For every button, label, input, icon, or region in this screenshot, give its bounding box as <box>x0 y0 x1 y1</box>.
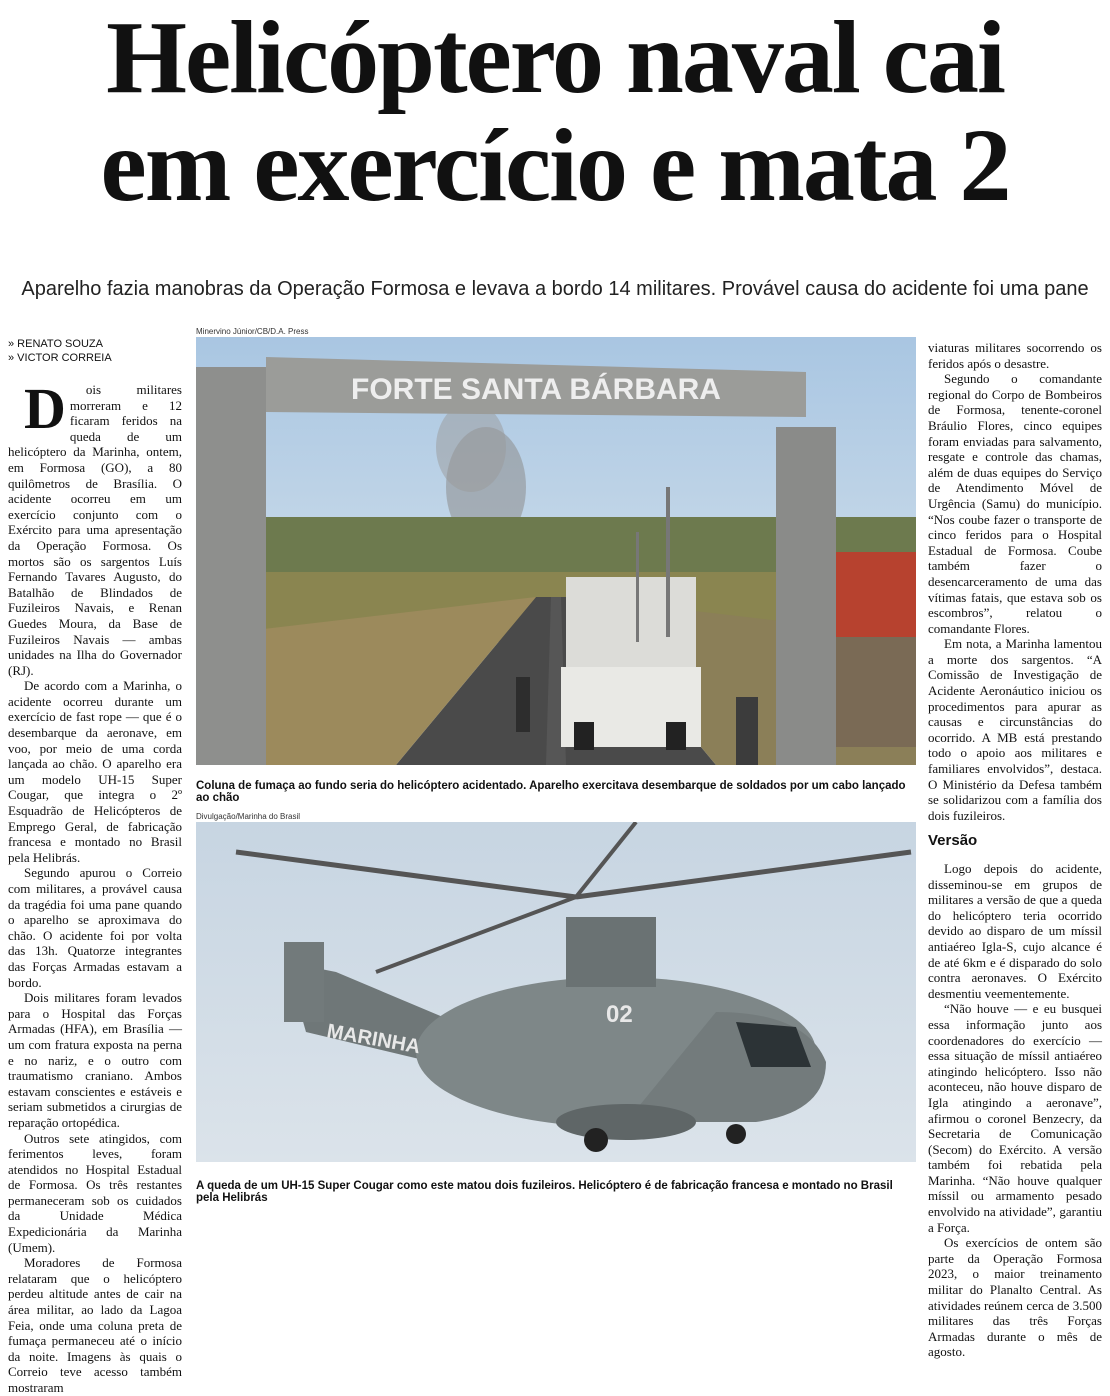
article-column-left <box>8 376 182 1396</box>
headline <box>0 0 1110 223</box>
article-paragraph: Dois militares morreram e 12 ficaram feridos na queda de um helicóptero da Marinha, ontem, em Formosa (GO), a 80 quilômetros de Brasília. O acidente ocorreu em um exercício conjunto com o Exército para uma apresentação da Operação Formosa. Os mortos são os sargentos Luís Fernando Tavares Augusto, do Batalhão de Blindados de Fuzileiros Navais, e Renan Guedes Moura, da Base de Fuzileiros Navais — ambas unidades na Ilha do Governador (RJ). <box>8 376 182 678</box>
fuselage-number: 02 <box>606 1001 633 1028</box>
helicopter-photo-illustration <box>196 822 916 1162</box>
article-paragraph: Outros sete atingidos, com ferimentos leves, foram atendidos no Hospital Estadual de Formosa. Os três restantes permaneceram sob os cuidados da Unidade Médica Expedicionária da Marinha (Umem). <box>8 1130 182 1255</box>
article-paragraph: Segundo o comandante regional do Corpo de Bombeiros de Formosa, tenente-coronel Bráulio Flores, cinco equipes foram enviadas para salvamento, resgate e controle das chamas, além de duas equipes do Serviço de Atendimento Móvel de Urgência (Samu) do município. “Nos coube fazer o transporte de cinco feridos para o Hospital Estadual de Formosa. Coube também fazer o desencarceramento de uma das vítimas fatais, que estava sob os escombros”, relatou o comandante Flores. <box>928 371 1102 636</box>
photo-forte-santa-barbara <box>196 337 916 765</box>
gate-sign-text: FORTE SANTA BÁRBARA <box>351 373 721 406</box>
article-paragraph: Dois militares foram levados para o Hospital das Forças Armadas (HFA), em Brasília — um com fratura exposta na perna e no nariz, e o outro com traumatismo craniano. Ambos estavam conscientes e estáveis e seriam submetidos a cirurgias de reparação ortopédica. <box>8 990 182 1130</box>
byline-author: » RENATO SOUZA <box>8 338 103 350</box>
article-paragraph: De acordo com a Marinha, o acidente ocorreu durante um exercício de fast rope — que é o desembarque da aeronave, em voo, por meio de uma corda lançada ao chão. O aparelho era um modelo UH-15 Super Cougar, que integra o 2º Esquadrão de Helicópteros de Emprego Geral, de fabricação francesa e montado no Brasil pela Helibrás. <box>8 678 182 865</box>
photo-credit: Minervino Júnior/CB/D.A. Press <box>196 327 309 336</box>
photo-caption: Coluna de fumaça ao fundo seria do helicóptero acidentado. Aparelho exercitava desembarque de soldados por um cabo lançado ao chão <box>196 780 906 804</box>
subheadline: Aparelho fazia manobras da Operação Formosa e levava a bordo 14 militares. Provável causa do acidente foi uma pane <box>21 278 1089 300</box>
article-column-right <box>928 340 1102 1360</box>
article-paragraph: Moradores de Formosa relataram que o helicóptero perdeu altitude antes de cair na área militar, ao lado da Lagoa Feia, onde uma coluna preta de fumaça permaneceu até o início da noite. Imagens às quais o Correio teve acesso também mostraram <box>8 1255 182 1395</box>
headline-line-2: em exercício e mata 2 <box>100 108 1010 223</box>
photo-helicopter <box>196 822 916 1162</box>
byline-author: » VICTOR CORREIA <box>8 352 112 364</box>
tail-marking-text: MARINHA <box>325 1020 422 1059</box>
article-paragraph: Segundo apurou o Correio com militares, a provável causa da tragédia foi uma pane quando o aparelho se aproximava do chão. O acidente foi por volta das 13h. Quatorze integrantes das Forças Armadas estavam a bordo. <box>8 865 182 990</box>
article-paragraph: “Não houve — e eu busquei essa informação junto aos coordenadores do exercício — essa situação de míssil antiaéreo atingindo helicóptero. Isso não aconteceu, não houve disparo de Igla atingindo a aeronave”, afirmou o coronel Benzecry, da Secretaria de Comunicação (Secom) do Exército. A versão também foi rebatida pela Marinha. “Não houve qualquer míssil ou armamento pesado envolvido na atividade”, garantiu a Força. <box>928 1001 1102 1235</box>
article-paragraph: viaturas militares socorrendo os feridos após o desastre. <box>928 340 1102 371</box>
article-paragraph: Os exercícios de ontem são parte da Operação Formosa 2023, o maior treinamento militar do Planalto Central. As atividades reúnem cerca de 3.500 militares das três Forças Armadas durante o mês de agosto. <box>928 1235 1102 1360</box>
photo-credit: Divulgação/Marinha do Brasil <box>196 812 301 821</box>
photo-caption: A queda de um UH-15 Super Cougar como este matou dois fuzileiros. Helicóptero é de fabricação francesa e montado no Brasil pela Helibrás <box>196 1180 893 1204</box>
bylines <box>8 337 112 365</box>
article-paragraph: Em nota, a Marinha lamentou a morte dos sargentos. “A Comissão de Investigação de Acidente Aeronáutico iniciou os procedimentos para apurar as causas e circunstâncias do ocorrido. A MB está prestando todo o apoio aos militares e familiares envolvidos”, destaca. O Ministério da Defesa também se solidarizou com a família dos dois fuzileiros. <box>928 636 1102 823</box>
section-title: Versão <box>928 832 978 850</box>
gate-photo-illustration <box>196 337 916 765</box>
article-paragraph: Logo depois do acidente, disseminou-se em grupos de militares a versão de que a queda do helicóptero teria ocorrido devido ao disparo de um míssil antiaéreo Igla-S, cujo alcance é de até 6km e é disparado do solo contra aeronaves. O Exército desmentiu veementemente. <box>928 861 1102 1001</box>
headline-line-1: Helicóptero naval cai <box>106 0 1004 115</box>
